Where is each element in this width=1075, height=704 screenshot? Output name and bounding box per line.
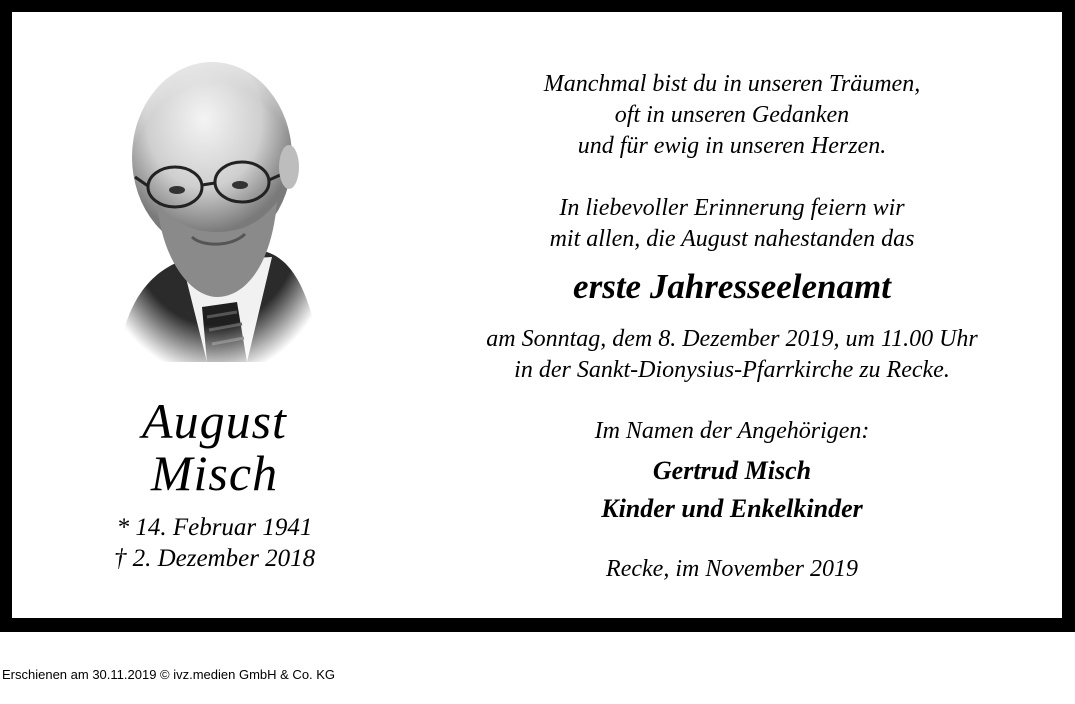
service-details xyxy=(432,324,1032,386)
deceased-name xyxy=(52,395,377,499)
service-line: am Sonntag, dem 8. Dezember 2019, um 11.00 Uhr xyxy=(486,326,978,352)
obituary-notice xyxy=(12,12,1062,618)
service-line: in der Sankt-Dionysius-Pfarrkirche zu Recke. xyxy=(514,357,950,383)
memorial-poem xyxy=(432,69,1032,162)
poem-line: Manchmal bist du in unseren Träumen, xyxy=(543,71,921,97)
mourner-name: Kinder und Enkelkinder xyxy=(601,494,863,523)
death-date: † 2. Dezember 2018 xyxy=(113,545,316,572)
first-name: August xyxy=(142,393,287,449)
intro-line: In liebevoller Erinnerung feiern wir xyxy=(559,195,905,221)
birth-date: * 14. Februar 1941 xyxy=(116,514,313,541)
poem-line: oft in unseren Gedanken xyxy=(614,102,850,128)
poem-line: und für ewig in unseren Herzen. xyxy=(577,133,887,159)
intro-line: mit allen, die August nahestanden das xyxy=(549,226,915,252)
mourners-label: Im Namen der Angehörigen: xyxy=(594,418,870,444)
intro-text xyxy=(432,193,1032,255)
publication-footer: Erschienen am 30.11.2019 © ivz.medien GmbH & Co. KG xyxy=(2,667,336,682)
event-headline: erste Jahresseelenamt xyxy=(573,267,891,306)
last-name: Misch xyxy=(150,445,279,501)
portrait-photo xyxy=(97,62,332,377)
mourner-name: Gertrud Misch xyxy=(652,456,812,485)
life-dates xyxy=(52,512,377,574)
mourners-names xyxy=(432,452,1032,528)
place-date: Recke, im November 2019 xyxy=(606,556,858,582)
